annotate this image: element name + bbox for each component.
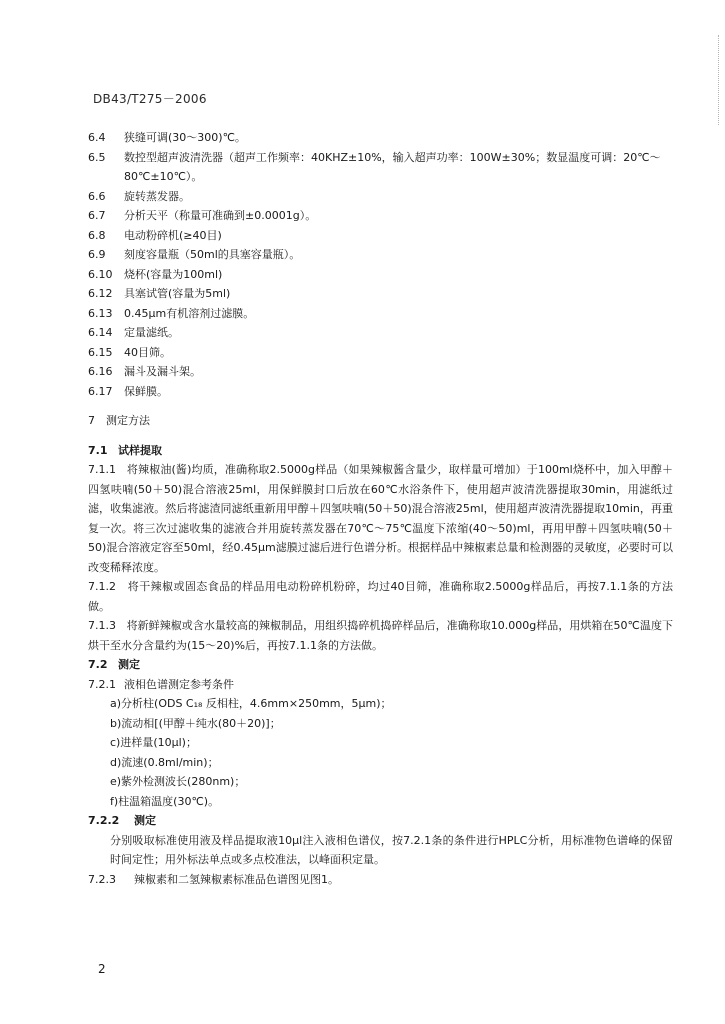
document-body [88,128,673,889]
list-item: b)流动相[(甲醇＋纯水(80＋20)]； [110,716,281,730]
paragraph: 7.1.1 将辣椒油(酱)均质，准确称取2.5000g样品（如果辣椒酱含量少，取样量可增加）于100ml烧杯中，加入甲醇＋四氢呋喃(50＋50)混合溶液25ml，用保鲜膜封口后放在60℃水浴条件下，使用超声波清洗器提取30min，用滤纸过滤，收集滤液。然后将滤渣同滤纸重新用甲醇＋四氢呋喃(50＋50)混合溶液25ml，使用超声波清洗器提取10min，再重复一次。将三次过滤收集的滤液合并用旋转蒸发器在70℃～75℃温度下浓缩(40～50)ml，再用甲醇＋四氢呋喃(50＋50)混合溶液定容至50ml，经0.45μm滤膜过滤后进行色谱分析。根据样品中辣椒素总量和检测器的灵敏度，必要时可以改变稀释浓度。 [88,463,673,574]
paragraph: 7.2.3 辣椒素和二氢辣椒素标准品色谱图见图1。 [88,872,339,886]
list-item: 6.14 定量滤纸。 [88,326,179,339]
section-heading: 7.2 测定 [88,658,140,671]
list-item: 6.8 电动粉碎机(≥40目) [88,228,222,242]
paragraph: 分别吸取标准使用液及样品提取液10μl注入液相色谱仪，按7.2.1条的条件进行HPLC分析，用标准物色谱峰的保留时间定性；用外标法单点或多点校准法，以峰面积定量。 [110,833,673,866]
list-item: 6.5 数控型超声波清洗器（超声工作频率：40KHZ±10%，输入超声功率：100W±30%；数显温度可调：20℃～80℃±10℃）。 [88,150,661,183]
paragraph: 7.1.3 将新鲜辣椒或含水量较高的辣椒制品，用组织捣碎机捣碎样品后，准确称取10.000g样品，用烘箱在50℃温度下烘干至水分含量约为(15～20)%后，再按7.1.1条的方法做。 [88,619,673,652]
paragraph: 7.1.2 将干辣椒或固态食品的样品用电动粉碎机粉碎，均过40目筛，准确称取2.5000g样品后，再按7.1.1条的方法做。 [88,580,673,613]
list-item: d)流速(0.8ml/min)； [110,755,219,769]
list-item: f)柱温箱温度(30℃)。 [110,794,220,808]
list-item: a)分析柱(ODS C₁₈ 反相柱，4.6mm×250mm，5μm)； [110,697,392,710]
list-item: 6.12 具塞试管(容量为5ml) [88,287,231,300]
standard-code: DB43/T275－2006 [93,92,207,106]
list-item: c)进样量(10μl)； [110,736,197,749]
section-heading: 7.2.1 液相色谱测定参考条件 [88,677,234,691]
list-item: 6.16 漏斗及漏斗架。 [88,365,201,378]
list-item: 6.6 旋转蒸发器。 [88,189,190,203]
page-number: 2 [98,962,106,976]
equipment-list [88,128,673,401]
list-item: 6.4 狭缝可调(30～300)℃。 [88,131,246,144]
section-heading: 7 测定方法 [88,414,150,427]
list-item: 6.17 保鲜膜。 [88,384,168,398]
list-item: e)紫外检测波长(280nm)； [110,775,246,788]
scan-edge-marks [712,35,719,125]
list-item: 6.15 40目筛。 [88,345,171,359]
condition-list [88,694,673,811]
list-item: 6.10 烧杯(容量为100ml) [88,267,223,281]
list-item: 6.7 分析天平（称量可准确到±0.0001g）。 [88,209,317,222]
list-item: 6.13 0.45μm有机溶剂过滤膜。 [88,306,255,320]
section-heading: 7.2.2 测定 [88,814,156,827]
list-item: 6.9 刻度容量瓶（50ml的具塞容量瓶）。 [88,248,301,261]
section-heading: 7.1 试样提取 [88,443,162,457]
